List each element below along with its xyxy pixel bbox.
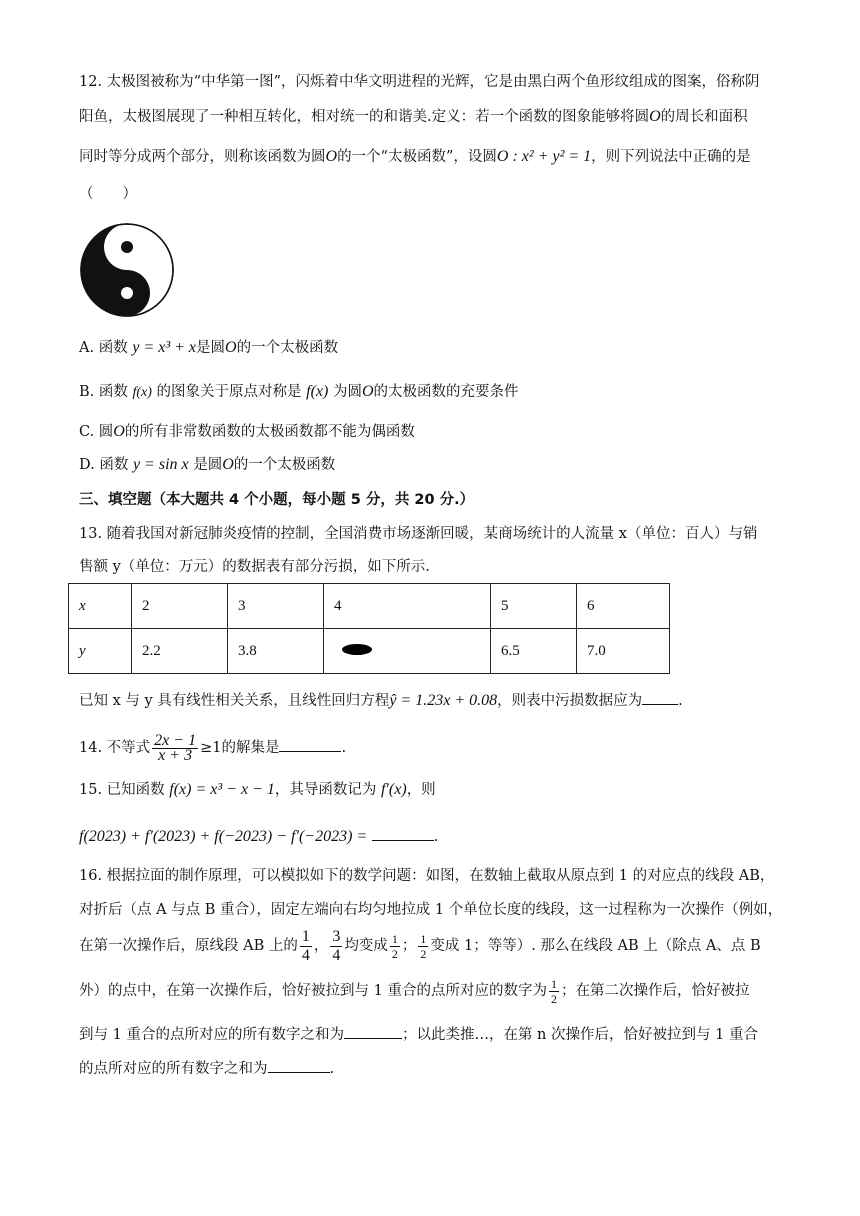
table-row (69, 584, 670, 629)
q12-line1: 12. 太极图被称为“中华第一图”，闪烁着中华文明进程的光辉，它是由黑白两个鱼形纹组成的图案，俗称阴 (79, 74, 760, 90)
q15-expression: f(2023) + f′(2023) + f(−2023) − f′(−2023) = (79, 828, 368, 845)
table-cell: 7.0 (577, 629, 670, 674)
answer-blank (372, 826, 434, 841)
answer-blank (279, 737, 341, 752)
q15-line1: 15. 已知函数 f(x) = x³ − x − 1，其导函数记为 f′(x)，则 (79, 781, 436, 798)
section-heading: 三、填空题（本大题共 4 个小题，每小题 5 分，共 20 分.） (79, 492, 475, 508)
q16-line4: 外）的点中，在第一次操作后，恰好被拉到与 1 重合的点所对应的数字为 $\frac{1}{2}$ ；在第二次操作后，恰好被拉 (79, 976, 750, 1006)
ink-smudge (342, 644, 372, 655)
table-cell: 3 (228, 584, 324, 629)
q16-line6: 的点所对应的所有数字之和为 . (79, 1058, 789, 1079)
table-cell: 2.2 (132, 629, 228, 674)
option-d: D. 函数 y = sin x 是圆O的一个太极函数 (79, 456, 336, 473)
q13-line1: 13. 随着我国对新冠肺炎疫情的控制，全国消费市场逐渐回暖，某商场统计的人流量 x（单位：百人）与销 (79, 526, 758, 542)
table-cell: 6.5 (491, 629, 577, 674)
q16-line2: 对折后（点 A 与点 B 重合），固定左端向右均匀地拉成 1 个单位长度的线段，这一过程称为一次操作（例如， (79, 902, 783, 918)
q16-line1: 16. 根据拉面的制作原理，可以模拟如下的数学问题：如图，在数轴上截取从原点到 1 的对应点的线段 AB， (79, 868, 775, 884)
option-a: A. 函数 y = x³ + x是圆O的一个太极函数 (79, 339, 339, 356)
q15-line2: f(2023) + f′(2023) + f(−2023) − f′(−2023) = . (79, 828, 439, 845)
q12-line2: 阳鱼，太极图展现了一种相互转化，相对统一的和谐美.定义：若一个函数的图象能够将圆O的周长和面积 (79, 108, 748, 125)
answer-parens: （ ） (79, 186, 137, 202)
data-table (68, 583, 670, 674)
q14: 14. 不等式 $\frac{2x - 1}{x + 3}$ ≥1的解集是 . (79, 731, 347, 764)
table-cell: x (69, 584, 132, 629)
answer-blank (268, 1058, 330, 1073)
table-cell: 5 (491, 584, 577, 629)
option-c: C. 圆O的所有非常数函数的太极函数都不能为偶函数 (79, 423, 415, 440)
table-row (69, 629, 670, 674)
circle-equation: O : x² + y² = 1 (496, 148, 592, 165)
table-cell: 3.8 (228, 629, 324, 674)
q13-after: 已知 x 与 y 具有线性相关关系，且线性回归方程ŷ = 1.23x + 0.08，则表中污损数据应为 . (79, 692, 683, 709)
answer-blank (642, 690, 678, 705)
q16-line5: 到与 1 重合的点所对应的所有数字之和为 ；以此类推…，在第 n 次操作后，恰好被拉到与 1 重合 (79, 1024, 789, 1045)
answer-blank (344, 1024, 402, 1039)
table-cell: 6 (577, 584, 670, 629)
table-cell (324, 629, 491, 674)
option-b: B. 函数 f(x) 的图象关于原点对称是 f(x) 为圆O的太极函数的充要条件 (79, 383, 519, 400)
table-cell: 4 (324, 584, 491, 629)
q13-line2: 售额 y（单位：万元）的数据表有部分污损，如下所示. (79, 559, 430, 575)
q12-line3: 同时等分成两个部分，则称该函数为圆O的一个“太极函数”，设圆O : x² + y² = 1，则下列说法中正确的是 (79, 148, 751, 165)
table-cell: 2 (132, 584, 228, 629)
table-cell: y (69, 629, 132, 674)
q16-line3: 在第一次操作后，原线段 AB 上的 $\frac{1}{4}$ ， $\frac{3}{4}$ 均变成 $\frac{1}{2}$ ； $\frac{1}{2}$ 变成 1；等等）. 那么在线段 AB 上（除点 A、点 B (79, 927, 761, 964)
regression-equation: ŷ = 1.23x + 0.08 (389, 692, 498, 709)
taiji-yin-yang-icon (79, 222, 175, 318)
